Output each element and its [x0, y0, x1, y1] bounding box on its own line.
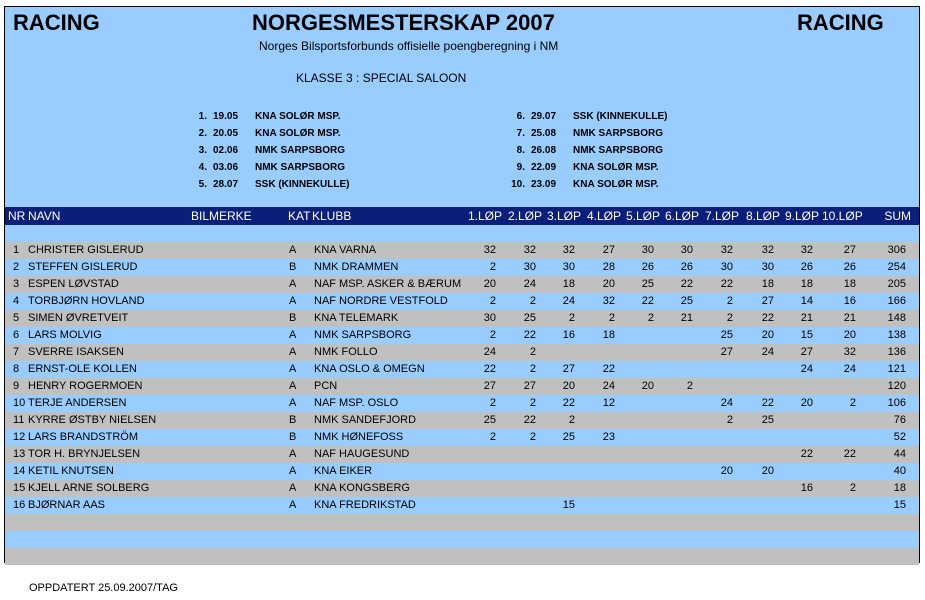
rider-sum: 18 — [893, 482, 906, 494]
lap-points: 2 — [568, 414, 575, 426]
race-item — [183, 142, 345, 159]
rider-name: STEFFEN GISLERUD — [28, 261, 138, 273]
rider-name: CHRISTER GISLERUD — [28, 244, 144, 256]
lap-points: 22 — [641, 295, 654, 307]
lap-points: 32 — [761, 244, 774, 256]
rider-kat: B — [289, 431, 297, 443]
lap-points: 2 — [489, 261, 496, 273]
table-row — [5, 446, 919, 463]
rider-club: NAF MSP. ASKER & BÆRUM — [314, 278, 462, 290]
lap-points: 22 — [680, 278, 693, 290]
rider-nr: 5 — [13, 312, 20, 324]
lap-points: 20 — [562, 380, 575, 392]
rider-nr: 12 — [13, 431, 26, 443]
race-venue: NMK SARPSBORG — [255, 162, 346, 173]
rider-sum: 40 — [893, 465, 906, 477]
rider-club: NMK HØNEFOSS — [314, 431, 404, 443]
lap-points: 2 — [489, 295, 496, 307]
table-filler-row — [5, 531, 919, 548]
lap-points: 21 — [800, 312, 813, 324]
lap-points: 22 — [483, 363, 496, 375]
race-venue: KNA SOLØR MSP. — [255, 111, 341, 122]
rider-name: LARS MOLVIG — [28, 329, 102, 341]
rider-name: KJELL ARNE SOLBERG — [28, 482, 150, 494]
race-number: 6. — [516, 111, 525, 122]
lap-points: 20 — [483, 278, 496, 290]
lap-points: 30 — [562, 261, 575, 273]
rider-kat: A — [289, 380, 297, 392]
lap-points: 20 — [720, 465, 733, 477]
lap-points: 20 — [800, 397, 813, 409]
lap-points: 18 — [843, 278, 856, 290]
racing-label-left: RACING — [13, 10, 100, 35]
lap-points: 27 — [562, 363, 575, 375]
lap-points: 2 — [726, 312, 733, 324]
rider-sum: 106 — [887, 397, 906, 409]
lap-points: 25 — [761, 414, 774, 426]
col-lap: 8.LØP — [745, 209, 780, 223]
rider-name: LARS BRANDSTRÖM — [28, 431, 139, 443]
lap-points: 21 — [843, 312, 856, 324]
results-sheet — [4, 6, 920, 563]
lap-points: 30 — [483, 312, 496, 324]
col-klubb: KLUBB — [312, 209, 352, 223]
class-label: KLASSE 3 : SPECIAL SALOON — [296, 71, 467, 85]
race-item — [501, 159, 659, 176]
race-number: 1. — [198, 111, 207, 122]
rider-nr: 1 — [13, 244, 20, 256]
lap-points: 24 — [602, 380, 615, 392]
lap-points: 30 — [523, 261, 536, 273]
rider-nr: 8 — [13, 363, 20, 375]
rider-kat: B — [289, 312, 297, 324]
lap-points: 26 — [800, 261, 813, 273]
lap-points: 16 — [562, 329, 575, 341]
col-lap: 1.LØP — [467, 209, 502, 223]
lap-points: 2 — [608, 312, 615, 324]
rider-name: KETIL KNUTSEN — [28, 465, 114, 477]
rider-name: TOR H. BRYNJELSEN — [28, 448, 141, 460]
table-filler-row — [5, 225, 919, 242]
lap-points: 27 — [720, 346, 733, 358]
page-title: NORGESMESTERSKAP 2007 — [252, 10, 555, 35]
rider-name: HENRY ROGERMOEN — [28, 380, 143, 392]
table-row — [5, 242, 919, 259]
lap-points: 26 — [641, 261, 654, 273]
table-row — [5, 480, 919, 497]
lap-points: 20 — [843, 329, 856, 341]
rider-nr: 6 — [13, 329, 20, 341]
rider-club: NAF NORDRE VESTFOLD — [314, 295, 448, 307]
rider-club: KNA OSLO & OMEGN — [314, 363, 425, 375]
table-row — [5, 412, 919, 429]
lap-points: 22 — [843, 448, 856, 460]
race-item — [183, 108, 341, 125]
lap-points: 22 — [523, 329, 536, 341]
lap-points: 18 — [602, 329, 615, 341]
lap-points: 2 — [647, 312, 654, 324]
rider-sum: 120 — [887, 380, 906, 392]
race-date: 25.08 — [531, 128, 557, 139]
rider-club: KNA KONGSBERG — [314, 482, 410, 494]
race-venue: SSK (KINNEKULLE) — [255, 179, 350, 190]
lap-points: 27 — [602, 244, 615, 256]
table-row — [5, 395, 919, 412]
lap-points: 32 — [483, 244, 496, 256]
col-lap: 2.LØP — [507, 209, 542, 223]
lap-points: 2 — [726, 295, 733, 307]
lap-points: 26 — [680, 261, 693, 273]
lap-points: 20 — [761, 329, 774, 341]
rider-club: NMK SARPSBORG — [314, 329, 412, 341]
rider-sum: 205 — [887, 278, 906, 290]
lap-points: 2 — [529, 363, 536, 375]
lap-points: 20 — [641, 380, 654, 392]
rider-club: KNA VARNA — [314, 244, 377, 256]
rider-club: NMK DRAMMEN — [314, 261, 399, 273]
col-lap: 6.LØP — [664, 209, 699, 223]
lap-points: 32 — [800, 244, 813, 256]
rider-sum: 148 — [887, 312, 906, 324]
lap-points: 2 — [568, 312, 575, 324]
col-nr: NR — [8, 209, 26, 223]
lap-points: 32 — [720, 244, 733, 256]
table-row — [5, 463, 919, 480]
lap-points: 20 — [761, 465, 774, 477]
lap-points: 28 — [602, 261, 615, 273]
col-lap: 4.LØP — [586, 209, 621, 223]
rider-name: ESPEN LØVSTAD — [28, 278, 119, 290]
lap-points: 2 — [529, 346, 536, 358]
race-venue: NMK SARPSBORG — [255, 145, 346, 156]
race-number: 7. — [516, 128, 525, 139]
race-venue: KNA SOLØR MSP. — [573, 162, 659, 173]
rider-kat: A — [289, 363, 297, 375]
lap-points: 15 — [800, 329, 813, 341]
page-subtitle: Norges Bilsportsforbunds offisielle poengberegning i NM — [259, 39, 559, 53]
rider-name: TORBJØRN HOVLAND — [28, 295, 145, 307]
rider-club: NMK FOLLO — [314, 346, 378, 358]
rider-club: KNA EIKER — [314, 465, 373, 477]
race-item — [183, 176, 349, 193]
rider-sum: 166 — [887, 295, 906, 307]
lap-points: 18 — [800, 278, 813, 290]
lap-points: 2 — [529, 431, 536, 443]
rider-nr: 16 — [13, 499, 26, 511]
rider-name: KYRRE ØSTBY NIELSEN — [28, 414, 157, 426]
rider-name: SVERRE ISAKSEN — [28, 346, 124, 358]
lap-points: 22 — [602, 363, 615, 375]
table-filler-row — [5, 514, 919, 531]
race-date: 22.09 — [531, 162, 557, 173]
rider-kat: A — [289, 346, 297, 358]
lap-points: 16 — [800, 482, 813, 494]
race-date: 02.06 — [213, 145, 239, 156]
rider-kat: A — [289, 329, 297, 341]
rider-sum: 76 — [893, 414, 906, 426]
rider-kat: A — [289, 482, 297, 494]
race-number: 2. — [198, 128, 207, 139]
table-row — [5, 276, 919, 293]
lap-points: 22 — [720, 278, 733, 290]
race-venue: KNA SOLØR MSP. — [573, 179, 659, 190]
lap-points: 22 — [562, 397, 575, 409]
lap-points: 24 — [720, 397, 733, 409]
rider-kat: B — [289, 261, 297, 273]
rider-sum: 121 — [887, 363, 906, 375]
lap-points: 27 — [800, 346, 813, 358]
lap-points: 2 — [489, 431, 496, 443]
rider-kat: A — [289, 244, 297, 256]
rider-sum: 44 — [893, 448, 906, 460]
race-number: 3. — [198, 145, 207, 156]
table-row — [5, 361, 919, 378]
rider-nr: 3 — [13, 278, 20, 290]
lap-points: 12 — [602, 397, 615, 409]
lap-points: 25 — [523, 312, 536, 324]
rider-club: KNA FREDRIKSTAD — [314, 499, 416, 511]
racing-label-right: RACING — [797, 10, 884, 35]
race-date: 29.07 — [531, 111, 557, 122]
race-venue: NMK SARPSBORG — [573, 128, 664, 139]
col-sum: SUM — [884, 209, 911, 223]
lap-points: 24 — [761, 346, 774, 358]
rider-sum: 254 — [887, 261, 906, 273]
rider-sum: 306 — [887, 244, 906, 256]
lap-points: 2 — [489, 397, 496, 409]
lap-points: 22 — [761, 397, 774, 409]
table-header — [5, 207, 919, 225]
rider-kat: A — [289, 278, 297, 290]
rider-club: NMK SANDEFJORD — [314, 414, 417, 426]
rider-sum: 138 — [887, 329, 906, 341]
rider-nr: 7 — [13, 346, 20, 358]
lap-points: 27 — [843, 244, 856, 256]
col-lap: 5.LØP — [625, 209, 660, 223]
race-date: 19.05 — [213, 111, 239, 122]
col-lap: 10.LØP — [822, 209, 863, 223]
updated-note: OPPDATERT 25.09.2007/TAG — [29, 582, 178, 594]
rider-club: KNA TELEMARK — [314, 312, 399, 324]
lap-points: 16 — [843, 295, 856, 307]
lap-points: 32 — [602, 295, 615, 307]
lap-points: 24 — [483, 346, 496, 358]
lap-points: 32 — [843, 346, 856, 358]
lap-points: 2 — [529, 295, 536, 307]
race-item — [501, 142, 663, 159]
race-item — [501, 125, 663, 142]
lap-points: 30 — [720, 261, 733, 273]
race-venue: NMK SARPSBORG — [573, 145, 664, 156]
lap-points: 2 — [726, 414, 733, 426]
race-number: 8. — [516, 145, 525, 156]
table-row — [5, 293, 919, 310]
lap-points: 32 — [562, 244, 575, 256]
table-filler-row — [5, 548, 919, 565]
rider-name: BJØRNAR AAS — [28, 499, 106, 511]
lap-points: 24 — [800, 363, 813, 375]
race-date: 20.05 — [213, 128, 239, 139]
lap-points: 27 — [761, 295, 774, 307]
lap-points: 30 — [680, 244, 693, 256]
lap-points: 25 — [680, 295, 693, 307]
table-row — [5, 429, 919, 446]
rider-nr: 13 — [13, 448, 26, 460]
rider-nr: 14 — [13, 465, 26, 477]
lap-points: 23 — [602, 431, 615, 443]
col-bilmerke: BILMERKE — [191, 209, 252, 223]
lap-points: 21 — [680, 312, 693, 324]
rider-kat: B — [289, 414, 297, 426]
rider-sum: 15 — [893, 499, 906, 511]
table-row — [5, 344, 919, 361]
race-item — [183, 159, 345, 176]
race-item — [501, 176, 659, 193]
race-item — [183, 125, 341, 142]
rider-kat: A — [289, 499, 297, 511]
rider-nr: 9 — [13, 380, 20, 392]
rider-club: NAF HAUGESUND — [314, 448, 410, 460]
table-row — [5, 310, 919, 327]
race-number: 9. — [516, 162, 525, 173]
col-navn: NAVN — [28, 209, 61, 223]
lap-points: 18 — [562, 278, 575, 290]
lap-points: 15 — [562, 499, 575, 511]
col-lap: 7.LØP — [704, 209, 739, 223]
table-row — [5, 497, 919, 514]
col-kat: KAT — [288, 209, 311, 223]
rider-nr: 11 — [13, 414, 25, 426]
lap-points: 20 — [602, 278, 615, 290]
race-date: 03.06 — [213, 162, 239, 173]
lap-points: 30 — [641, 244, 654, 256]
lap-points: 22 — [800, 448, 813, 460]
lap-points: 2 — [849, 397, 856, 409]
rider-kat: A — [289, 397, 297, 409]
lap-points: 24 — [523, 278, 536, 290]
rider-name: SIMEN ØVRETVEIT — [28, 312, 129, 324]
lap-points: 22 — [761, 312, 774, 324]
lap-points: 22 — [523, 414, 536, 426]
rider-club: PCN — [314, 380, 338, 392]
race-date: 26.08 — [531, 145, 557, 156]
rider-sum: 136 — [887, 346, 906, 358]
lap-points: 24 — [843, 363, 856, 375]
lap-points: 30 — [761, 261, 774, 273]
lap-points: 14 — [800, 295, 813, 307]
race-number: 4. — [198, 162, 207, 173]
table-row — [5, 259, 919, 276]
lap-points: 27 — [483, 380, 496, 392]
lap-points: 2 — [489, 329, 496, 341]
race-venue: KNA SOLØR MSP. — [255, 128, 341, 139]
rider-kat: A — [289, 448, 297, 460]
race-date: 23.09 — [531, 179, 557, 190]
rider-name: ERNST-OLE KOLLEN — [28, 363, 137, 375]
rider-name: TERJE ANDERSEN — [28, 397, 127, 409]
lap-points: 25 — [641, 278, 654, 290]
lap-points: 25 — [720, 329, 733, 341]
lap-points: 32 — [523, 244, 536, 256]
col-lap: 9.LØP — [784, 209, 819, 223]
table-row — [5, 327, 919, 344]
lap-points: 25 — [483, 414, 496, 426]
lap-points: 24 — [562, 295, 575, 307]
rider-nr: 15 — [13, 482, 26, 494]
lap-points: 26 — [843, 261, 856, 273]
lap-points: 27 — [523, 380, 536, 392]
lap-points: 2 — [849, 482, 856, 494]
rider-nr: 4 — [13, 295, 20, 307]
race-date: 28.07 — [213, 179, 239, 190]
race-number: 10. — [511, 179, 525, 190]
race-venue: SSK (KINNEKULLE) — [573, 111, 668, 122]
rider-kat: A — [289, 465, 297, 477]
table-row — [5, 378, 919, 395]
col-lap: 3.LØP — [546, 209, 581, 223]
rider-kat: A — [289, 295, 297, 307]
rider-club: NAF MSP. OSLO — [314, 397, 399, 409]
lap-points: 25 — [562, 431, 575, 443]
lap-points: 2 — [686, 380, 693, 392]
rider-sum: 52 — [893, 431, 906, 443]
lap-points: 18 — [761, 278, 774, 290]
rider-nr: 10 — [13, 397, 26, 409]
race-number: 5. — [198, 179, 207, 190]
race-item — [501, 108, 667, 125]
lap-points: 2 — [529, 397, 536, 409]
rider-nr: 2 — [13, 261, 20, 273]
